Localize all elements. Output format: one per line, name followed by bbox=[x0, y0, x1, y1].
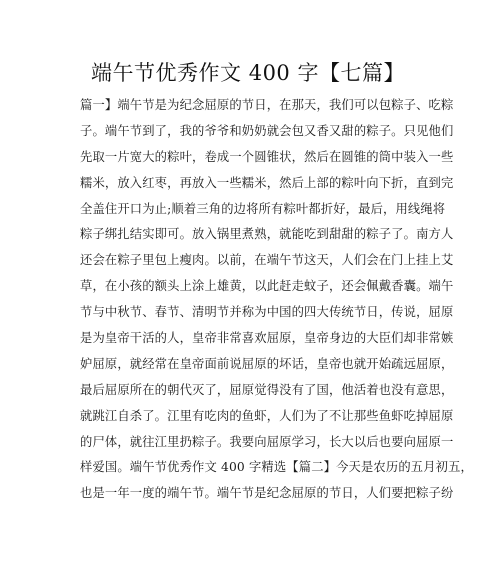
body-line: 先取一片宽大的粽叶，卷成一个圆锥状，然后在圆锥的筒中装入一些 bbox=[80, 149, 454, 164]
body-line: 篇一】端午节是为纪念屈原的节日，在那天，我们可以包粽子、吃粽 bbox=[80, 98, 454, 112]
body-line: 子。端午节到了，我的爷爷和奶奶就会包又香又甜的粽子。只见他们 bbox=[80, 123, 454, 138]
body-line: 最后屈原所在的朝代灭了，屈原觉得没有了国，他活着也没有意思， bbox=[80, 382, 454, 397]
body-line: 样爱国。端午节优秀作文 400 字精选【篇二】今天是农历的五月初五， bbox=[80, 460, 473, 475]
body-line: 节与中秋节、春节、清明节并称为中国的四大传统节日，传说，屈原 bbox=[80, 305, 454, 320]
body-line: 妒屈原，就经常在皇帝面前说屈原的坏话，皇帝也就开始疏远屈原， bbox=[80, 356, 454, 371]
body-line: 是为皇帝干活的人，皇帝非常喜欢屈原，皇帝身边的大臣们却非常嫉 bbox=[80, 331, 454, 346]
body-line: 的尸体，就往江里扔粽子。我要向屈原学习，长大以后也要向屈原一 bbox=[80, 434, 454, 449]
body-line: 也是一年一度的端午节。端午节是纪念屈原的节日，人们要把粽子纷 bbox=[80, 486, 454, 501]
body-line: 粽子绑扎结实即可。放入锅里煮熟，就能吃到甜甜的粽子了。南方人 bbox=[80, 227, 454, 242]
body-line: 糯米，放入红枣，再放入一些糯米，然后上部的粽叶向下折，直到完 bbox=[80, 175, 454, 190]
document-body bbox=[80, 93, 473, 507]
body-line: 就跳江自杀了。江里有吃肉的鱼虾，人们为了不让那些鱼虾吃掉屈原 bbox=[80, 408, 454, 423]
body-line: 还会在粽子里包上瘦肉。以前，在端午节这天，人们会在门上挂上艾 bbox=[80, 253, 454, 268]
document-title: 端午节优秀作文 400 字【七篇】 bbox=[91, 61, 405, 85]
body-line: 草，在小孩的额头上涂上雄黄，以此赶走蚊子，还会佩戴香囊。端午 bbox=[80, 279, 454, 294]
body-line: 全盖住开口为止;顺着三角的边将所有粽叶都折好，最后，用线绳将 bbox=[80, 201, 446, 216]
